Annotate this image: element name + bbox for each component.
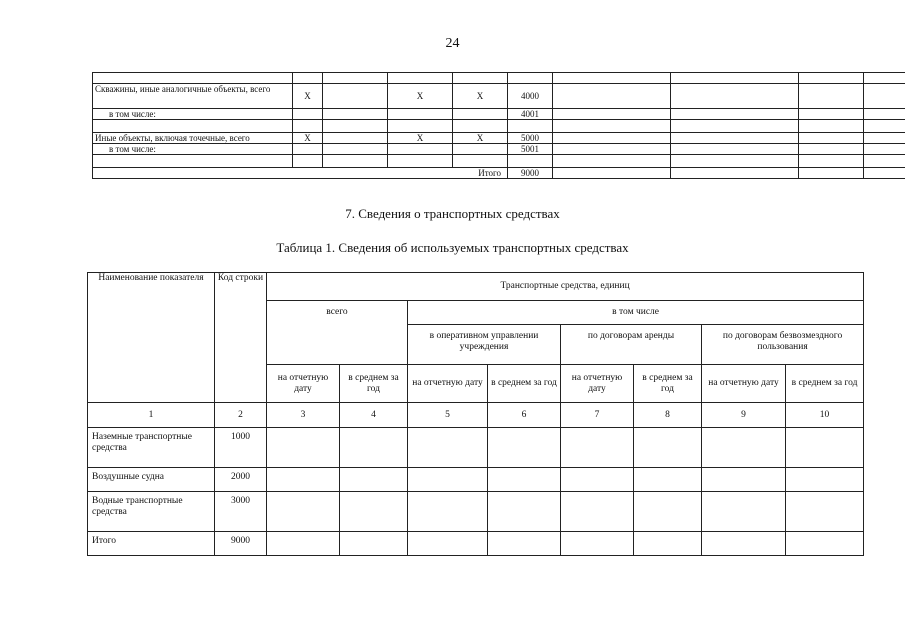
objects-row-mark [453,109,508,120]
objects-row-mark [453,120,508,133]
objects-row-mark: X [293,84,323,109]
objects-row-name [93,120,293,133]
column-number: 6 [488,403,561,428]
data-cell [702,468,786,492]
objects-table [92,72,905,179]
data-cell [786,468,864,492]
header-lease-contracts: по договорам аренды [561,325,702,365]
objects-row-code: 5001 [508,144,553,155]
header-indicator-name: Наименование показателя [88,273,215,403]
header-operative-management: в оперативном управлении учреждения [408,325,561,365]
objects-row-mark [388,109,453,120]
objects-row-name: Иные объекты, включая точечные, всего [93,133,293,144]
page-number: 24 [445,36,460,51]
objects-row-5000 [93,133,905,144]
header-on-date: на отчетную дату [561,365,634,403]
header-on-date: на отчетную дату [408,365,488,403]
objects-row-mark [293,144,323,155]
header-avg-year: в среднем за год [488,365,561,403]
row-code: 9000 [215,532,267,556]
data-cell [488,532,561,556]
data-cell [267,468,340,492]
data-cell [340,468,408,492]
table-row [88,468,864,492]
data-cell [267,532,340,556]
objects-row-4001 [93,109,905,120]
objects-row-code [508,120,553,133]
objects-row-mark [388,155,453,168]
header-avg-year: в среднем за год [340,365,408,403]
objects-row-5001 [93,144,905,155]
table-row [88,532,864,556]
objects-row-mark: X [293,133,323,144]
data-cell [340,492,408,532]
data-cell [340,532,408,556]
row-name: Итого [88,532,215,556]
objects-row-mark [293,155,323,168]
table-row [88,428,864,468]
row-name: Воздушные судна [88,468,215,492]
objects-row-blank [93,120,905,133]
data-cell [561,428,634,468]
data-cell [702,532,786,556]
data-cell [786,532,864,556]
objects-row-name: Скважины, иные аналогичные объекты, всего [93,84,293,109]
data-cell [634,532,702,556]
objects-row-mark: X [388,133,453,144]
objects-row-blank [93,155,905,168]
objects-row-name: в том числе: [93,144,293,155]
objects-row-mark [293,109,323,120]
data-cell [267,492,340,532]
objects-row-mark [453,155,508,168]
objects-row-mark [388,144,453,155]
objects-row-mark [453,144,508,155]
data-cell [702,492,786,532]
data-cell [408,532,488,556]
data-cell [702,428,786,468]
row-code: 2000 [215,468,267,492]
objects-table-header-row [93,73,905,84]
row-name: Наземные транспортные средства [88,428,215,468]
header-avg-year: в среднем за год [634,365,702,403]
header-free-use-contracts: по договорам безвозмездного пользования [702,325,864,365]
table-row [88,492,864,532]
data-cell [488,492,561,532]
header-including: в том числе [408,301,864,325]
objects-row-4000 [93,84,905,109]
objects-row-name: в том числе: [93,109,293,120]
objects-row-name [93,155,293,168]
header-on-date: на отчетную дату [267,365,340,403]
header-on-date: на отчетную дату [702,365,786,403]
data-cell [634,492,702,532]
row-code: 1000 [215,428,267,468]
section-title: 7. Сведения о транспортных средствах [345,206,560,221]
table-title: Таблица 1. Сведения об используемых транспортных средствах [276,240,629,255]
column-numbers-row [88,403,864,428]
data-cell [488,428,561,468]
objects-total-label: Итого [93,168,508,179]
transport-header-row-1 [88,273,864,301]
column-number: 9 [702,403,786,428]
objects-row-code: 4000 [508,84,553,109]
data-cell [488,468,561,492]
data-cell [408,492,488,532]
column-number: 1 [88,403,215,428]
data-cell [561,532,634,556]
objects-row-mark: X [453,84,508,109]
row-name: Водные транспортные средства [88,492,215,532]
column-number: 7 [561,403,634,428]
objects-row-mark: X [453,133,508,144]
objects-row-code: 5000 [508,133,553,144]
data-cell [634,428,702,468]
data-cell [408,468,488,492]
header-avg-year: в среднем за год [786,365,864,403]
column-number: 4 [340,403,408,428]
row-code: 3000 [215,492,267,532]
column-number: 5 [408,403,488,428]
objects-total-code: 9000 [508,168,553,179]
header-row-code: Код строки [215,273,267,403]
transport-table [87,272,864,556]
data-cell [786,428,864,468]
header-total: всего [267,301,408,365]
data-cell [561,468,634,492]
column-number: 3 [267,403,340,428]
data-cell [267,428,340,468]
objects-row-mark: X [388,84,453,109]
objects-row-code [508,155,553,168]
objects-row-code: 4001 [508,109,553,120]
data-cell [634,468,702,492]
data-cell [786,492,864,532]
header-transport-units: Транспортные средства, единиц [267,273,864,301]
column-number: 10 [786,403,864,428]
column-number: 2 [215,403,267,428]
objects-row-mark [388,120,453,133]
column-number: 8 [634,403,702,428]
data-cell [340,428,408,468]
objects-row-mark [293,120,323,133]
objects-total-row [93,168,905,179]
data-cell [561,492,634,532]
data-cell [408,428,488,468]
